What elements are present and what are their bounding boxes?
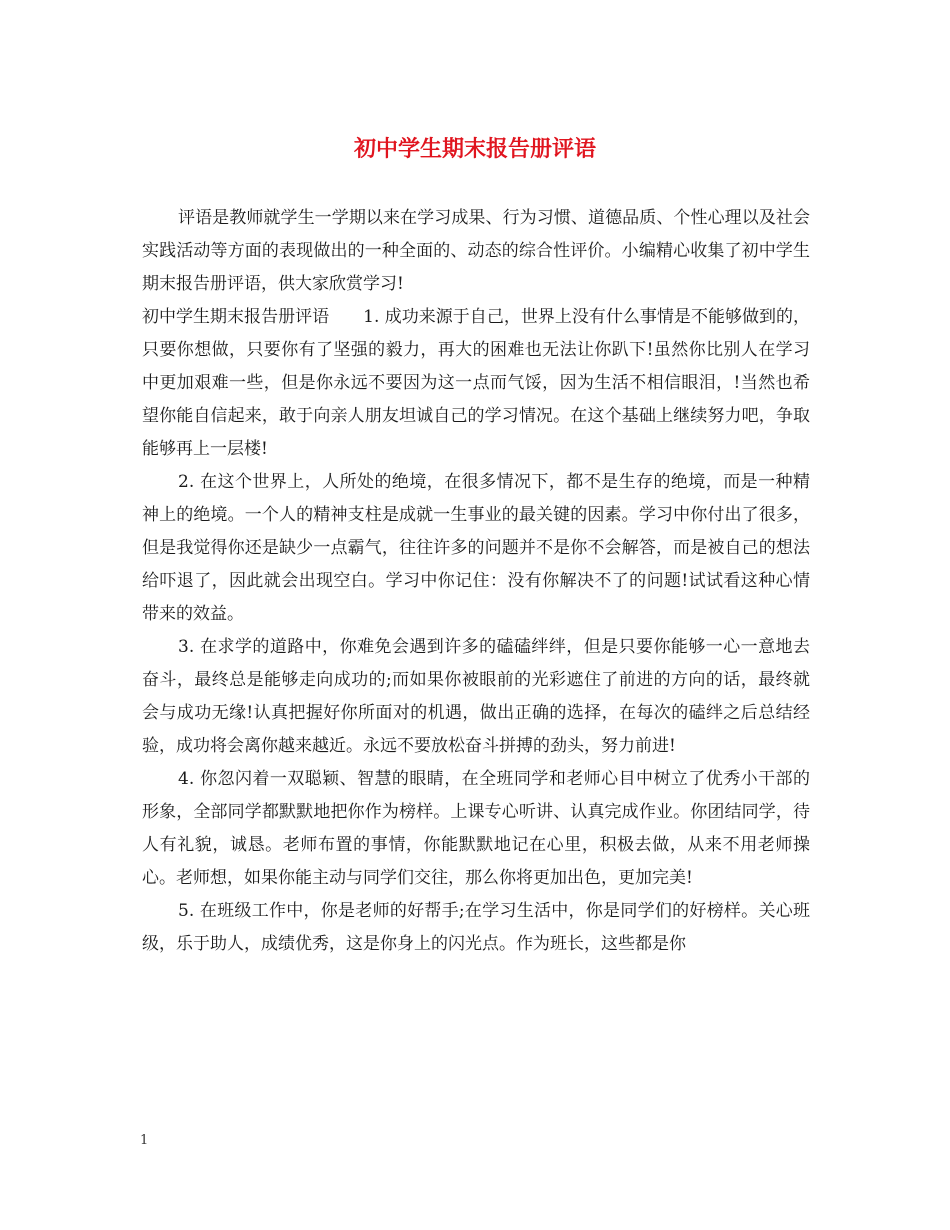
comment-paragraph-1: 初中学生期末报告册评语 1. 成功来源于自己，世界上没有什么事情是不能够做到的，只要你想做，只要你有了坚强的毅力，再大的困难也无法让你趴下!虽然你比别人在学习中更加艰难一些，但是你永远不要因为这一点而气馁，因为生活不相信眼泪，!当然也希望你能自信起来，敢于向亲人朋友坦诚自己的学习情况。在这个基础上继续努力吧，争取能够再上一层楼!: [142, 307, 810, 459]
comment-paragraph-2: 2. 在这个世界上，人所处的绝境，在很多情况下，都不是生存的绝境，而是一种精神上的绝境。一个人的精神支柱是成就一生事业的最关键的因素。学习中你付出了很多，但是我觉得你还是缺少一点霸气，往往许多的问题并不是你不会解答，而是被自己的想法给吓退了，因此就会出现空白。学习中你记住：没有你解决不了的问题!试试看这种心情带来的效益。: [142, 472, 810, 624]
document-title: 初中学生期末报告册评语: [353, 136, 596, 162]
page-number: 1: [140, 1133, 149, 1148]
comment-paragraph-5: 5. 在班级工作中，你是老师的好帮手;在学习生活中，你是同学们的好榜样。关心班级，乐于助人，成绩优秀，这是你身上的闪光点。作为班长，这些都是你: [142, 901, 810, 954]
document-body: [142, 202, 810, 961]
comment-paragraph-3: 3. 在求学的道路中，你难免会遇到许多的磕磕绊绊，但是只要你能够一心一意地去奋斗，最终总是能够走向成功的;而如果你被眼前的光彩遮住了前进的方向的话，最终就会与成功无缘!认真把握好你所面对的机遇，做出正确的选择，在每次的磕绊之后总结经验，成功将会离你越来越近。永远不要放松奋斗拼搏的劲头，努力前进!: [142, 637, 810, 756]
intro-paragraph: 评语是教师就学生一学期以来在学习成果、行为习惯、道德品质、个性心理以及社会实践活动等方面的表现做出的一种全面的、动态的综合性评价。小编精心收集了初中学生期末报告册评语，供大家欣赏学习!: [142, 208, 810, 294]
comment-paragraph-4: 4. 你忽闪着一双聪颖、智慧的眼睛，在全班同学和老师心目中树立了优秀小干部的形象，全部同学都默默地把你作为榜样。上课专心听讲、认真完成作业。你团结同学，待人有礼貌，诚恳。老师布置的事情，你能默默地记在心里，积极去做，从来不用老师操心。老师想，如果你能主动与同学们交往，那么你将更加出色，更加完美!: [142, 769, 810, 888]
